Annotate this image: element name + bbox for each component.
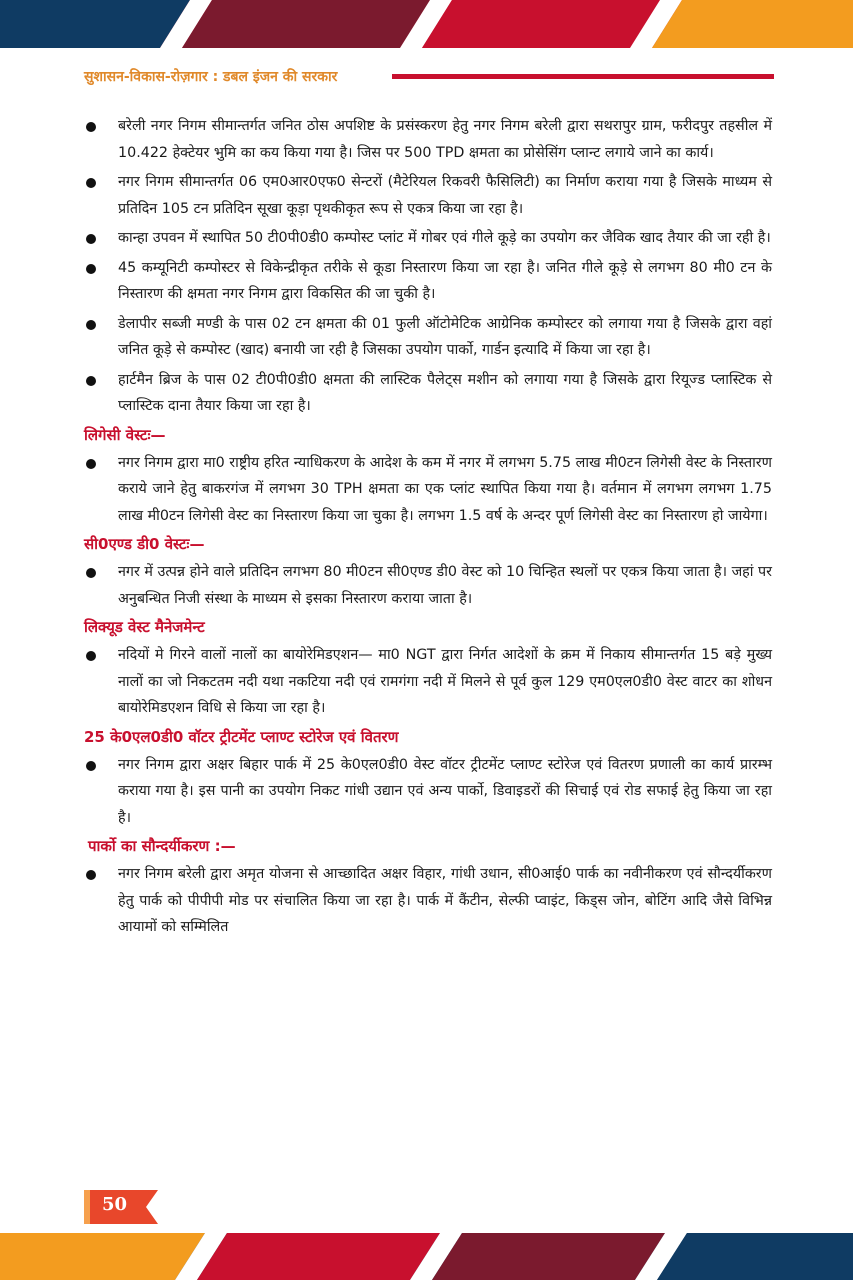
band-maroon-segment [432, 1233, 665, 1280]
band-red-segment [197, 1233, 440, 1280]
list-item [84, 642, 772, 722]
bullet-icon [86, 761, 96, 771]
list-item [84, 255, 772, 308]
bullet-icon [86, 122, 96, 132]
list-item [84, 169, 772, 222]
band-maroon-segment [182, 0, 430, 48]
item-text: बरेली नगर निगम सीमान्तर्गत जनित ठोस अपशिष्ट के प्रसंस्करण हेतु नगर निगम बरेली द्वारा सथरापुर ग्राम, फरीदपुर तहसील में 10.422 हेक्टेयर भुमि का कय किया गया है। जिस पर 500 TPD क्षमता का प्रोसेसिंग प्लान्ट लगाये जाने का कार्य। [118, 118, 772, 161]
top-decorative-band [0, 0, 853, 48]
band-red-segment [422, 0, 660, 48]
bullet-icon [86, 264, 96, 274]
item-text: डेलापीर सब्जी मण्डी के पास 02 टन क्षमता की 01 फुली ऑटोमेटिक आग्रेनिक कम्पोस्टर को लगाया गया है जिसके द्वारा वहां जनित कूड़े से कम्पोस्ट (खाद) बनायी जा रही है जिसका उपयोग पार्को, गार्डन इत्यादि में किया जा रहा है। [118, 315, 772, 358]
bullet-icon [86, 568, 96, 578]
page-number-badge [84, 1190, 158, 1224]
item-text: 45 कम्यूनिटी कम्पोस्टर से विकेन्द्रीकृत तरीके से कूडा निस्तारण किया जा रहा है। जनित गीले कूड़े से लगभग 80 मी0 टन के निस्तारण की क्षमता नगर निगम द्वारा विकसित की जा चुकी है। [118, 259, 772, 302]
item-text: कान्हा उपवन में स्थापित 50 टी0पी0डी0 कम्पोस्ट प्लांट में गोबर एवं गीले कूड़े का उपयोग कर जैविक खाद तैयार की जा रही है। [118, 230, 771, 246]
band-orange-segment [652, 0, 853, 48]
section-heading-park-beautification: पार्को का सौन्दर्यीकरण :— [88, 837, 236, 855]
section-heading-liquid-waste: लिक्यूड वेस्ट मैनेजमेन्ट [84, 618, 205, 636]
list-item [84, 113, 772, 166]
item-text: नगर निगम द्वारा मा0 राष्ट्रीय हरित न्याधिकरण के आदेश के कम में नगर में लगभग 5.75 लाख मी0टन लिगेसी वेस्ट के निस्तारण कराये जाने हेतु बाकरगंज में लगभग 30 TPH क्षमता का एक प्लांट स्थापित किया गया है। वर्तमान में लगभग लगभग 1.75 लाख मी0टन लिगेसी वेस्ट का निस्तारण किया जा चुका है। लगभग 1.5 वर्ष के अन्दर पूर्ण लिगेसी वेस्ट का निस्तारण हो जायेगा। [118, 454, 772, 524]
bullet-icon [86, 320, 96, 330]
item-text: नगर निगम बरेली द्वारा अमृत योजना से आच्छादित अक्षर विहार, गांधी उधान, सी0आई0 पार्क का नवीनीकरण एवं सौन्दर्यीकरण हेतु पार्क को पीपीपी मोड पर संचालित किया जा रहा है। पार्क में कैंटीन, सेल्फी प्वाइंट, किड्स जोन, बोटिंग आदि जैसे विभिन्न आयामों को सम्मिलित [118, 866, 772, 935]
list-item [84, 311, 772, 364]
page-number: 50 [102, 1194, 128, 1215]
bottom-decorative-band [0, 1233, 853, 1280]
section-heading-water-treatment: 25 के0एल0डी0 वॉटर ट्रीटमेंट प्लाण्ट स्टोरेज एवं वितरण [84, 727, 399, 746]
bullet-icon [86, 651, 96, 661]
item-text: नगर निगम सीमान्तर्गत 06 एम0आर0एफ0 सेन्टरों (मैटेरियल रिकवरी फैसिलिटी) का निर्माण कराया गया है जिसके माध्यम से प्रतिदिन 105 टन प्रतिदिन सूखा कूड़ा पृथकीकृत रूप से एकत्र किया जा रहा है। [118, 174, 772, 217]
list-item [84, 752, 772, 832]
list-item [84, 225, 772, 252]
bullet-icon [86, 459, 96, 469]
band-orange-segment [0, 1233, 205, 1280]
list-item [84, 559, 772, 612]
main-content [84, 113, 772, 944]
bottom-band-graphic [0, 1233, 853, 1280]
list-item [84, 450, 772, 530]
bullet-icon [86, 870, 96, 880]
item-text: नगर निगम द्वारा अक्षर बिहार पार्क में 25 के0एल0डी0 वेस्ट वॉटर ट्रीटमेंट प्लाण्ट स्टोरेज एवं वितरण प्रणाली का कार्य प्रारम्भ कराया गया है। इस पानी का उपयोग निकट गांधी उद्यान एवं अन्य पार्को, डिवाइडरों की सिचाई एवं रोड सफाई हेतु किया जा रहा है। [118, 756, 772, 826]
section-heading-legacy-waste: लिगेसी वेस्टः— [84, 425, 166, 444]
section-heading-c-and-d-waste: सी0एण्ड डी0 वेस्टः— [84, 535, 205, 553]
item-text: हार्टमैन ब्रिज के पास 02 टी0पी0डी0 क्षमता की लास्टिक पैलेट्स मशीन को लगाया गया है जिसके द्वारा रियूज्ड प्लास्टिक से प्लास्टिक दाना तैयार किया जा रहा है। [118, 371, 772, 414]
item-text: नदियों मे गिरने वालों नालों का बायोरेमिडएशन— मा0 NGT द्वारा निर्गत आदेशों के क्रम में निकाय सीमान्तर्गत 15 बड़े मुख्य नालों का जो निकटतम नदी यथा नकटिया नदी एवं रामगंगा नदी में मिलने से पूर्व कुल 129 एम0एल0डी0 वेस्ट वाटर का शोधन बायोरेमिडएशन विधि से किया जा रहा है। [118, 647, 772, 716]
header-title: सुशासन-विकास-रोज़गार : डबल इंजन की सरकार [84, 69, 338, 85]
list-item [84, 861, 772, 941]
bullet-icon [86, 234, 96, 244]
bullet-icon [86, 376, 96, 386]
list-item [84, 367, 772, 420]
item-text: नगर में उत्पन्न होने वाले प्रतिदिन लगभग 80 मी0टन सी0एण्ड डी0 वेस्ट को 10 चिन्हित स्थलों पर एकत्र किया जाता है। जहां पर अनुबन्धित निजी संस्था के माध्यम से इसका निस्तारण कराया जाता है। [118, 564, 772, 607]
header-rule [392, 74, 774, 79]
top-band-graphic [0, 0, 853, 48]
running-header [84, 67, 774, 93]
band-navy-segment [0, 0, 190, 48]
bullet-icon [86, 178, 96, 188]
page-tab-edge [84, 1190, 90, 1224]
band-navy-segment [657, 1233, 853, 1280]
